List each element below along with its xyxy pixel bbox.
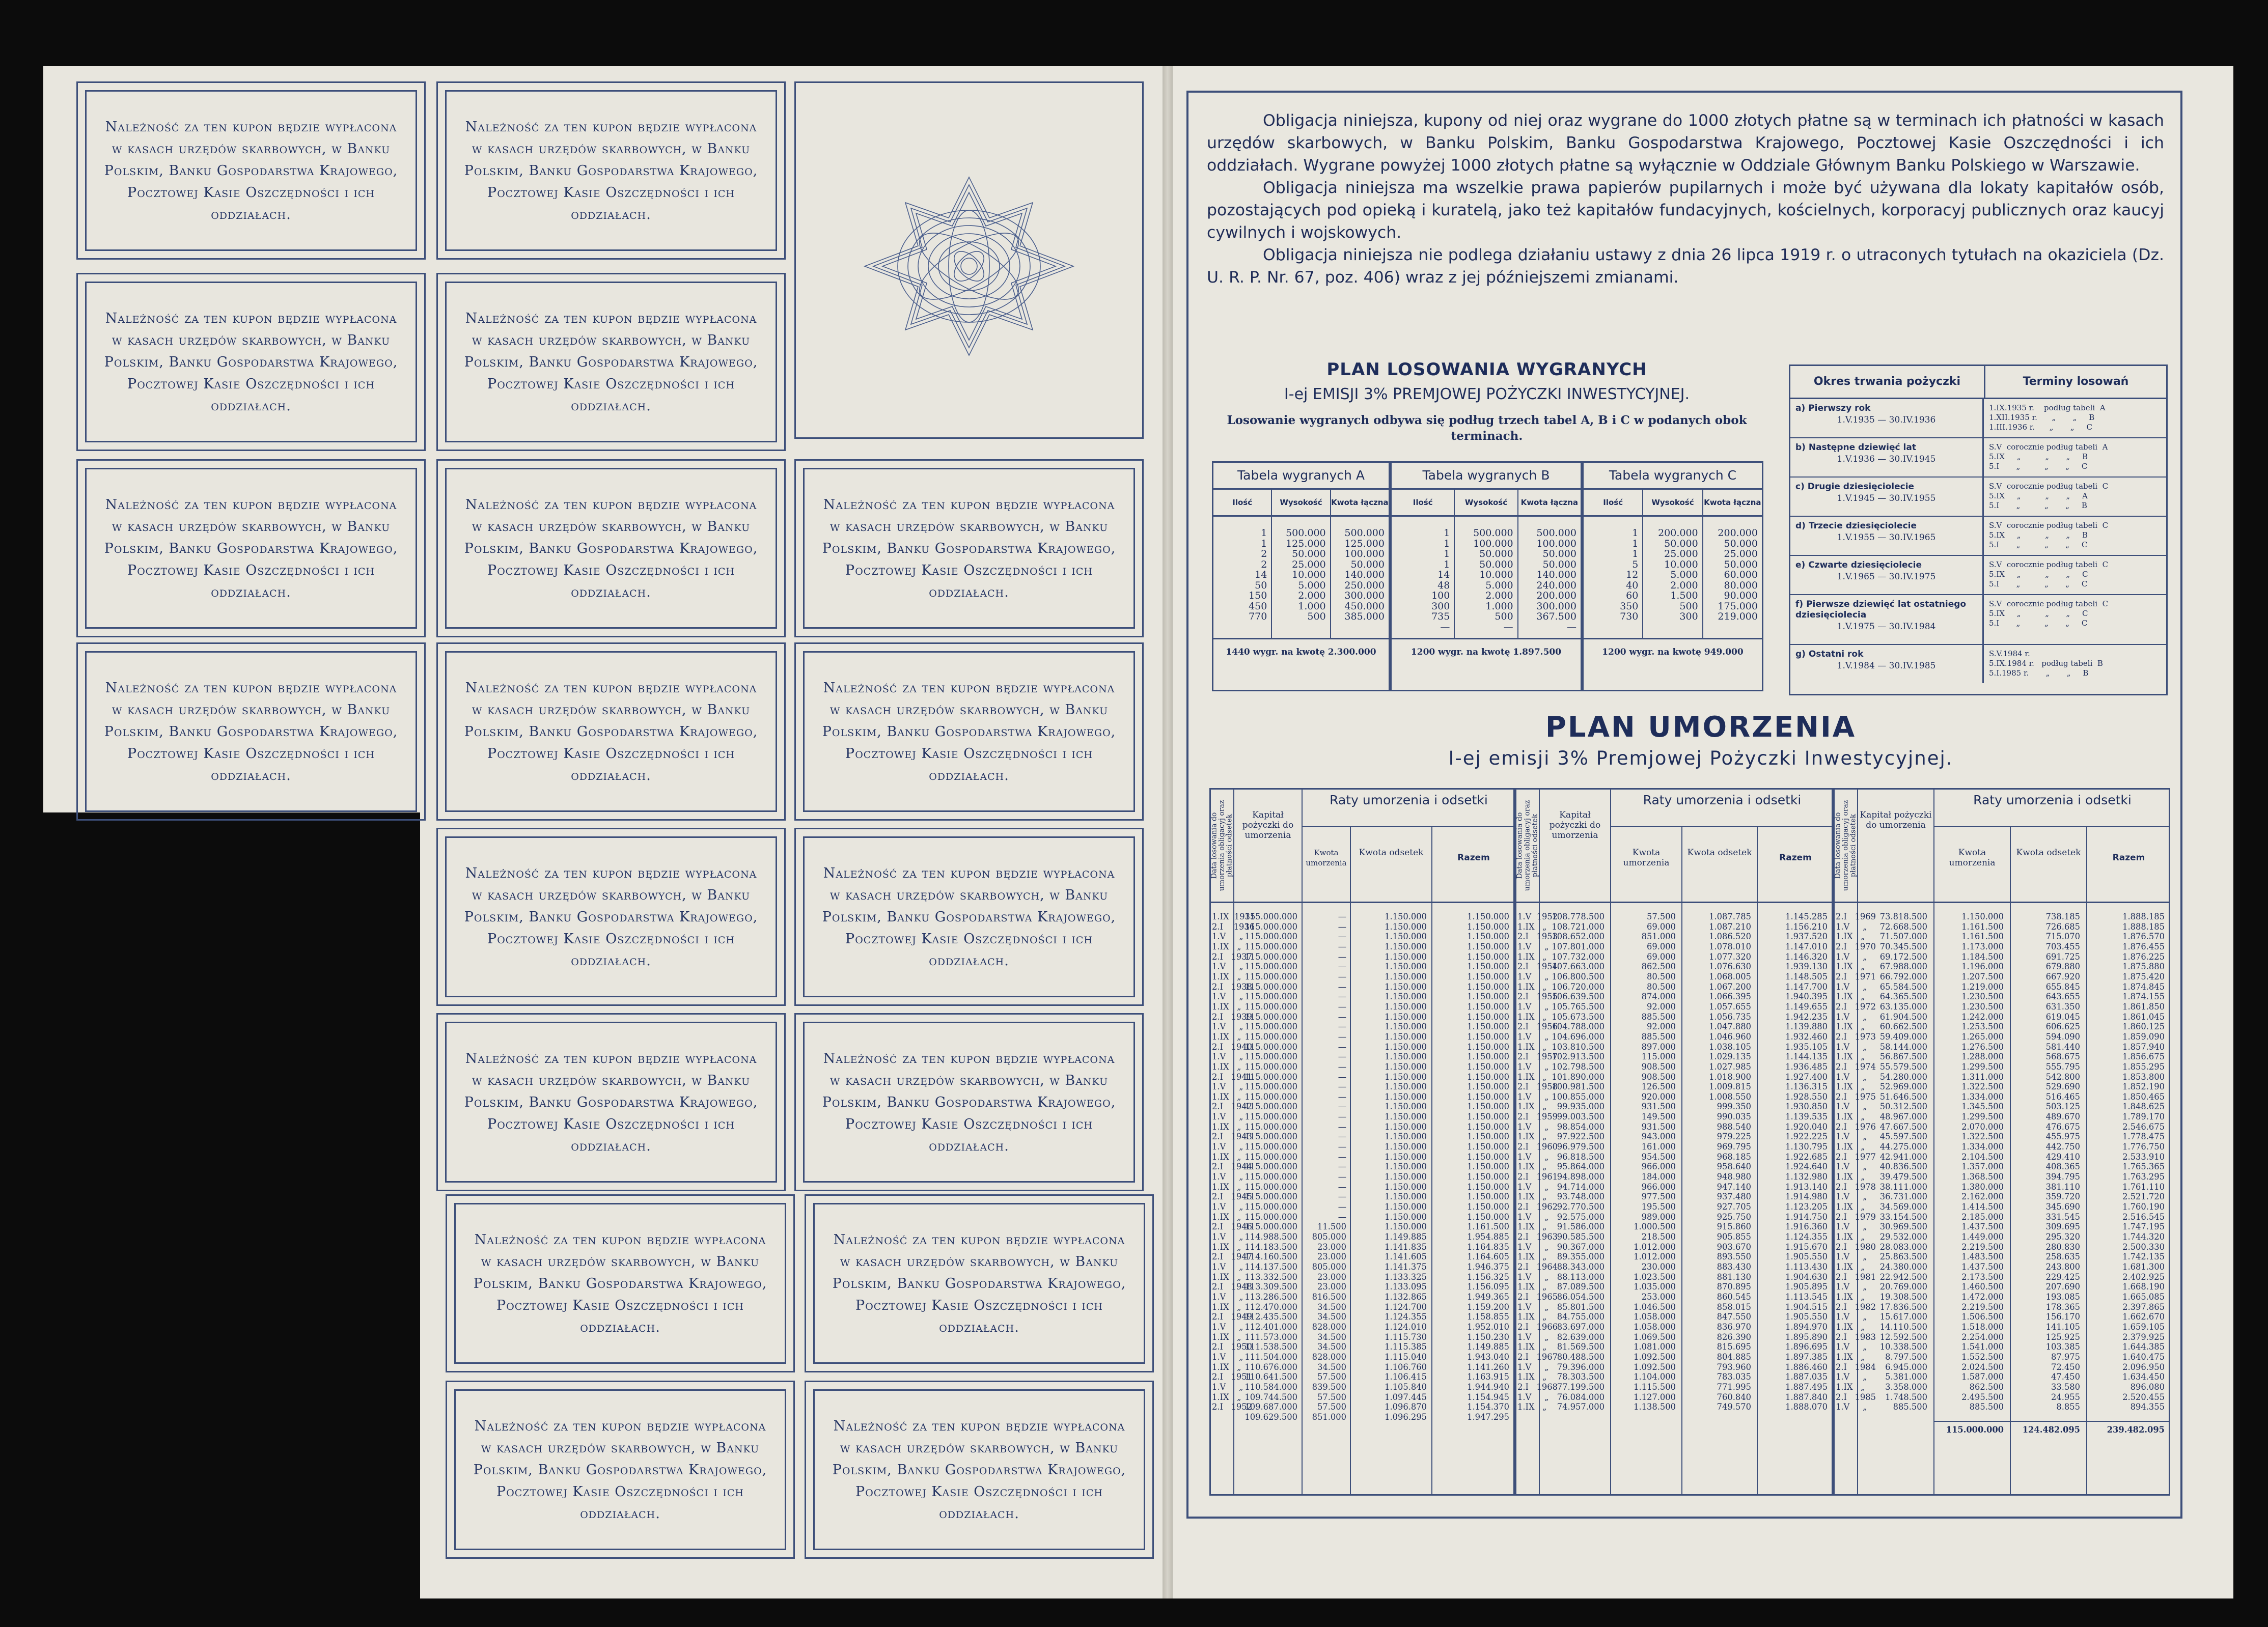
prize-table-b	[1390, 461, 1582, 691]
coupon-text: Należność za ten kupon będzie wypłacona w kasach urzędów skarbowych, w Banku Polskim, Banku Gospodarstwa Krajowego, Pocztowej Kasie Oszczędności i ich oddziałach.	[104, 680, 398, 783]
interest-column: 738.185 726.685 715.070 703.455 691.725 679.880 667.920 655.845 643.655 631.350 619.045 606.625 594.090 581.440 568.675 555.795 542.800 529.690 516.465 503.125 489.670 476.675 455.975 442.750 429.410 408.365 394.795 381.110 359.720 345.690 331.545 309.695 295.320 280.830 258.635 243.800 229.425 207.690 193.085 178.365 156.170 141.105 125.925 103.385 87.975 72.450 47.450 33.580 24.955 8.855	[2045, 912, 2080, 1412]
amortization-plan-title: PLAN UMORZENIA	[1545, 711, 1857, 744]
prize-table-a	[1212, 461, 1390, 691]
total-column: 1.888.185 1.888.185 1.876.570 1.876.455 1.876.225 1.875.880 1.875.420 1.874.845 1.874.155 1.861.850 1.861.045 1.860.125 1.859.090 1.857.940 1.856.675 1.855.295 1.853.800 1.852.190 1.850.465 1.848.625 1.789.170 2.546.675 1.778.475 1.776.750 2.533.910 1.765.365 1.763.295 1.761.110 2.521.720 1.760.190 2.516.545 1.747.195 1.744.320 2.500.330 1.742.135 1.681.300 2.402.925 1.668.190 1.665.085 2.397.865 1.662.670 1.659.105 2.379.925 1.644.385 1.640.475 2.096.950 1.634.450 896.080 2.520.455 894.355	[2122, 912, 2165, 1412]
terms-paragraph: Obligacja niniejsza nie podlega działaniu ustawy z dnia 26 lipca 1919 r. o utraconych tytułach na okaziciela (Dz. U. R. P. Nr. 67, poz. 406) wraz z jej późniejszemi zmianami.	[1207, 246, 2164, 287]
coupon-text: Należność za ten kupon będzie wypłacona w kasach urzędów skarbowych, w Banku Polskim, Banku Gospodarstwa Krajowego, Pocztowej Kasie Oszczędności i ich oddziałach.	[464, 865, 758, 969]
column-header: Ilość	[1603, 498, 1623, 507]
coupon-text: Należność za ten kupon będzie wypłacona w kasach urzędów skarbowych, w Banku Polskim, Banku Gospodarstwa Krajowego, Pocztowej Kasie Oszczędności i ich oddziałach.	[822, 865, 1116, 969]
coupon	[436, 273, 786, 451]
coupon	[794, 828, 1144, 1006]
column-header: Kwota łączna	[1702, 490, 1762, 515]
total-header: Razem	[2086, 827, 2170, 902]
period-label: d) Trzecie dziesięciolecie	[1795, 521, 1917, 531]
table-row	[1790, 556, 2166, 595]
coupon-text: Należność za ten kupon będzie wypłacona w kasach urzędów skarbowych, w Banku Polskim, Banku Gospodarstwa Krajowego, Pocztowej Kasie Oszczędności i ich oddziałach.	[822, 680, 1116, 783]
coupon	[436, 642, 786, 821]
cut-away-area	[43, 812, 420, 1607]
date-header: Data losowania do umorzenia obligacyj oraz płatności odsetek	[1834, 800, 1858, 891]
draw-dates: 1.IX.1935 r. podług tabeli A 1.XII.1935 r. „ „ B 1.III.1936 r. „ „ C	[1989, 403, 2106, 432]
draw-dates: S.V corocznie podług tabeli A 5.IX „ „ „ B 5.I „ „ „ C	[1989, 442, 2108, 471]
column-header: Kwota łączna	[1517, 490, 1581, 515]
table-row	[1790, 478, 2166, 517]
coupon	[76, 81, 426, 260]
coupon-text: Należność za ten kupon będzie wypłacona w kasach urzędów skarbowych, w Banku Polskim, Banku Gospodarstwa Krajowego, Pocztowej Kasie Oszczędności i ich oddziałach.	[822, 1050, 1116, 1154]
rates-header: Raty umorzenia i odsetki	[1610, 790, 1833, 827]
rosette-panel	[794, 81, 1144, 439]
sum-column: 200.000 50.000 25.000 50.000 60.000 80.000 90.000 175.000 219.000	[1702, 517, 1762, 638]
interest-header: Kwota odsetek	[1681, 827, 1757, 902]
period-label: a) Pierwszy rok	[1795, 403, 1871, 413]
coupon	[446, 1194, 795, 1372]
capital-column: 115.000.000 115.000.000 115.000.000 115.000.000 115.000.000 115.000.000 115.000.000 115.000.000 115.000.000 115.000.000 115.000.000 115.000.000 115.000.000 115.000.000 115.000.000 115.000.000 115.000.000 115.000.000 115.000.000 115.000.000 115.000.000 115.000.000 115.000.000 115.000.000 115.000.000 115.000.000 115.000.000 115.000.000 115.000.000 115.000.000 115.000.000 115.000.000 114.988.500 114.183.500 114.160.500 114.137.500 113.332.500 113.309.500 113.286.500 112.470.000 112.435.500 112.401.000 111.573.000 111.538.500 111.504.000 110.676.000 110.641.500 110.584.000 109.744.500 109.687.000 109.629.500	[1244, 912, 1297, 1422]
coupon	[436, 459, 786, 637]
period-dates: 1.V.1955 — 30.IV.1965	[1837, 532, 1936, 543]
count-column: 1 1 1 1 14 48 100 300 735 —	[1431, 527, 1450, 633]
coupon-text: Należność za ten kupon będzie wypłacona w kasach urzędów skarbowych, w Banku Polskim, Banku Gospodarstwa Krajowego, Pocztowej Kasie Oszczędności i ich oddziałach.	[104, 496, 398, 600]
period-dates: 1.V.1945 — 30.IV.1955	[1837, 493, 1936, 503]
sum-column: 500.000 125.000 100.000 50.000 140.000 250.000 300.000 450.000 385.000	[1330, 517, 1389, 638]
period-label: g) Ostatni rok	[1795, 649, 1864, 659]
bond-terms-text	[1207, 109, 2164, 289]
coupon-text: Należność za ten kupon będzie wypłacona w kasach urzędów skarbowych, w Banku Polskim, Banku Gospodarstwa Krajowego, Pocztowej Kasie Oszczędności i ich oddziałach.	[473, 1231, 767, 1335]
period-dates: 1.V.1975 — 30.IV.1984	[1837, 622, 1936, 632]
period-label: c) Drugie dziesięciolecie	[1795, 482, 1915, 492]
sheet-fold	[1163, 66, 1173, 1598]
coupon-text: Należność za ten kupon będzie wypłacona w kasach urzędów skarbowych, w Banku Polskim, Banku Gospodarstwa Krajowego, Pocztowej Kasie Oszczędności i ich oddziałach.	[464, 119, 758, 222]
amortization-header: Kwota umorzenia	[1933, 827, 2010, 902]
capital-header: Kapitał pożyczki do umorzenia	[1233, 790, 1302, 902]
coupon	[805, 1381, 1154, 1559]
coupon	[436, 828, 786, 1006]
table-row	[1790, 438, 2166, 478]
table-row	[1790, 595, 2166, 645]
draw-dates: S.V corocznie podług tabeli C 5.IX „ „ „ A 5.I „ „ „ B	[1989, 482, 2109, 510]
amount-column: 500.000 100.000 50.000 50.000 10.000 5.000 2.000 1.000 500 —	[1454, 517, 1517, 638]
total-header: Razem	[1431, 827, 1515, 902]
coupon-text: Należność za ten kupon będzie wypłacona w kasach urzędów skarbowych, w Banku Polskim, Banku Gospodarstwa Krajowego, Pocztowej Kasie Oszczędności i ich oddziałach.	[104, 310, 398, 414]
period-dates: 1.V.1935 — 30.IV.1936	[1837, 415, 1936, 425]
amount-column: 500.000 125.000 50.000 25.000 10.000 5.000 2.000 1.000 500	[1271, 517, 1330, 638]
total-header: Razem	[1757, 827, 1833, 902]
total-column: 1.145.285 1.156.210 1.937.520 1.147.010 1.146.320 1.939.130 1.148.505 1.147.700 1.940.395 1.149.655 1.942.235 1.139.880 1.932.460 1.935.105 1.144.135 1.936.485 1.927.400 1.136.315 1.928.550 1.930.850 1.139.535 1.920.040 1.922.225 1.130.795 1.922.685 1.924.640 1.132.980 1.913.140 1.914.980 1.123.205 1.914.750 1.916.360 1.124.355 1.915.670 1.905.550 1.113.430 1.904.630 1.905.895 1.113.545 1.904.515 1.905.550 1.894.970 1.895.890 1.896.695 1.897.385 1.886.460 1.887.035 1.887.495 1.887.840 1.888.070	[1785, 912, 1828, 1412]
coupon-text: Należność za ten kupon będzie wypłacona w kasach urzędów skarbowych, w Banku Polskim, Banku Gospodarstwa Krajowego, Pocztowej Kasie Oszczędności i ich oddziałach.	[473, 1418, 767, 1522]
count-column: 1 1 1 5 12 40 60 350 730	[1620, 527, 1639, 622]
draw-dates: S.V corocznie podług tabeli C 5.IX „ „ „ C 5.I „ „ „ C	[1989, 599, 2109, 628]
coupon	[436, 81, 786, 260]
count-column: 1 1 2 2 14 50 150 450 770	[1249, 527, 1267, 622]
amortization-table-1	[1209, 788, 1515, 1496]
column-header: Ilość	[1232, 498, 1253, 507]
coupon	[446, 1381, 795, 1559]
table-row	[1790, 517, 2166, 556]
prize-table-title: Tabela wygranych C	[1584, 463, 1762, 490]
coupon	[76, 642, 426, 821]
date-header: Data losowania do umorzenia obligacyj oraz płatności odsetek	[1210, 800, 1234, 891]
coupon-text: Należność za ten kupon będzie wypłacona w kasach urzędów skarbowych, w Banku Polskim, Banku Gospodarstwa Krajowego, Pocztowej Kasie Oszczędności i ich oddziałach.	[104, 119, 398, 222]
prize-table-c	[1582, 461, 1763, 691]
coupon-text: Należność za ten kupon będzie wypłacona w kasach urzędów skarbowych, w Banku Polskim, Banku Gospodarstwa Krajowego, Pocztowej Kasie Oszczędności i ich oddziałach.	[464, 310, 758, 414]
amortization-header: Kwota umorzenia	[1610, 827, 1681, 902]
amortization-plan-subtitle: I-ej emisji 3% Premjowej Pożyczki Inwestycyjnej.	[1448, 747, 1953, 769]
guilloche-rosette-icon	[852, 175, 1086, 358]
drawing-schedule-table	[1789, 364, 2168, 695]
column-header: Kwota łączna	[1330, 490, 1389, 515]
amortization-sum: 115.000.000	[1946, 1425, 2004, 1435]
draw-dates: S.V corocznie podług tabeli C 5.IX „ „ „ C 5.I „ „ „ C	[1989, 560, 2109, 588]
coupon-text: Należność za ten kupon będzie wypłacona w kasach urzędów skarbowych, w Banku Polskim, Banku Gospodarstwa Krajowego, Pocztowej Kasie Oszczędności i ich oddziałach.	[464, 680, 758, 783]
prize-table-footer: 1200 wygr. na kwotę 1.897.500	[1410, 647, 1562, 657]
coupon-text: Należność za ten kupon będzie wypłacona w kasach urzędów skarbowych, w Banku Polskim, Banku Gospodarstwa Krajowego, Pocztowej Kasie Oszczędności i ich oddziałach.	[822, 496, 1116, 600]
rates-header: Raty umorzenia i odsetki	[1302, 790, 1515, 827]
period-label: e) Czwarte dziesięciolecie	[1795, 560, 1922, 570]
draw-dates: S.V.1984 r. 5.IX.1984 r. podług tabeli B 5.I.1985 r. „ „ B	[1989, 649, 2103, 678]
coupon	[436, 1013, 786, 1191]
amortization-column: 57.500 69.000 851.000 69.000 69.000 862.500 80.500 80.500 874.000 92.000 885.500 92.000 885.500 897.000 115.000 908.500 908.500 126.500 920.000 931.500 149.500 931.500 943.000 161.000 954.500 966.000 184.000 966.000 977.500 195.500 989.000 1.000.500 218.500 1.012.000 1.012.000 230.000 1.023.500 1.035.000 253.000 1.046.500 1.058.000 1.058.000 1.069.500 1.081.000 1.092.500 1.092.500 1.104.000 1.115.500 1.127.000 1.138.500	[1634, 912, 1676, 1412]
lottery-plan-subtitle: I-ej EMISJI 3% PREMJOWEJ POŻYCZKI INWESTYCYJNEJ.	[1284, 385, 1690, 403]
amount-column: 200.000 50.000 25.000 10.000 5.000 2.000 1.500 500 300	[1642, 517, 1702, 638]
amortization-table-2	[1515, 788, 1833, 1496]
amortization-column: — — — — — — — — — — — — — — — — — — — — — — — — — — — — — — — 11.500 805.000 23.000 23.000 805.000 23.000 23.000 816.500 34.500 34.500 828.000 34.500 34.500 828.000 34.500 57.500 839.500 57.500 57.500 851.000	[1312, 912, 1346, 1422]
period-label: f) Pierwsze dziewięć lat ostatniego dziesięciolecia	[1795, 599, 1967, 620]
coupon	[794, 459, 1144, 637]
date-header: Data losowania do umorzenia obligacyj oraz płatności odsetek	[1515, 800, 1539, 891]
coupon	[76, 459, 426, 637]
lottery-plan-note: Losowanie wygranych odbywa się podług trzech tabel A, B i C w podanych obok terminach.	[1227, 413, 1747, 443]
capital-column: 73.818.500 72.668.500 71.507.000 70.345.500 69.172.500 67.988.000 66.792.000 65.584.500 64.365.500 63.135.000 61.904.500 60.662.500 59.409.000 58.144.000 56.867.500 55.579.500 54.280.000 52.969.000 51.646.500 50.312.500 48.967.000 47.667.500 45.597.500 44.275.000 42.941.000 40.836.500 39.479.500 38.111.000 36.731.000 34.569.000 33.154.500 30.969.500 29.532.000 28.083.000 25.863.500 24.380.000 22.942.500 20.769.000 19.308.500 17.836.500 15.617.000 14.110.500 12.592.500 10.338.500 8.797.500 6.945.000 5.381.000 3.358.000 1.748.500 885.500	[1879, 912, 1927, 1412]
coupon	[794, 1013, 1144, 1191]
column-header: Okres trwania pożyczki	[1790, 366, 1985, 398]
interest-header: Kwota odsetek	[2010, 827, 2086, 902]
column-header: Ilość	[1413, 498, 1433, 507]
draw-dates: S.V corocznie podług tabeli C 5.IX „ „ „ B 5.I „ „ „ C	[1989, 521, 2109, 549]
total-column: 1.150.000 1.150.000 1.150.000 1.150.000 1.150.000 1.150.000 1.150.000 1.150.000 1.150.000 1.150.000 1.150.000 1.150.000 1.150.000 1.150.000 1.150.000 1.150.000 1.150.000 1.150.000 1.150.000 1.150.000 1.150.000 1.150.000 1.150.000 1.150.000 1.150.000 1.150.000 1.150.000 1.150.000 1.150.000 1.150.000 1.150.000 1.161.500 1.954.885 1.164.835 1.164.605 1.946.375 1.156.325 1.156.095 1.949.365 1.159.200 1.158.855 1.952.010 1.150.230 1.149.885 1.943.040 1.141.260 1.163.915 1.944.940 1.154.945 1.154.370 1.947.295	[1467, 912, 1509, 1422]
capital-header: Kapitał pożyczki do umorzenia	[1539, 790, 1610, 902]
interest-column: 1.150.000 1.150.000 1.150.000 1.150.000 1.150.000 1.150.000 1.150.000 1.150.000 1.150.000 1.150.000 1.150.000 1.150.000 1.150.000 1.150.000 1.150.000 1.150.000 1.150.000 1.150.000 1.150.000 1.150.000 1.150.000 1.150.000 1.150.000 1.150.000 1.150.000 1.150.000 1.150.000 1.150.000 1.150.000 1.150.000 1.150.000 1.150.000 1.149.885 1.141.835 1.141.605 1.141.375 1.133.325 1.133.095 1.132.865 1.124.700 1.124.355 1.124.010 1.115.730 1.115.385 1.115.040 1.106.760 1.106.415 1.105.840 1.097.445 1.096.870 1.096.295	[1385, 912, 1427, 1422]
date-column: 1.V 1952 1.IX „ 2.I 1953 1.V „ 1.IX „ 2.I 1954 1.V „ 1.IX „ 2.I 1955 1.V „ 1.IX „ 2.I 1956 1.V „ 1.IX „ 2.I 1957 1.V „ 1.IX „ 2.I 1958 1.V „ 1.IX „ 2.I 1959 1.V „ 1.IX „ 2.I 1960 1.V „ 1.IX „ 2.I 1961 1.V „ 1.IX „ 2.I 1962 1.V „ 1.IX „ 2.I 1963 1.V „ 1.IX „ 2.I 1964 1.V „ 1.IX „ 2.I 1965 1.V „ 1.IX „ 2.I 1966 1.V „ 1.IX „ 2.I 1967 1.V „ 1.IX „ 2.I 1968 1.V „ 1.IX „	[1517, 912, 1558, 1412]
period-label: b) Następne dziewięć lat	[1795, 442, 1916, 453]
coupon-text: Należność za ten kupon będzie wypłacona w kasach urzędów skarbowych, w Banku Polskim, Banku Gospodarstwa Krajowego, Pocztowej Kasie Oszczędności i ich oddziałach.	[832, 1231, 1126, 1335]
coupon	[794, 642, 1144, 821]
terms-paragraph: Obligacja niniejsza, kupony od niej oraz wygrane do 1000 złotych płatne są w terminach ich płatności w kasach urzędów skarbowych, w Banku Polskim, Banku Gospodarstwa Krajowego, Pocztowej Kasie Oszczędności i ich oddziałach. Wygrane powyżej 1000 złotych płatne są wyłącznie w Oddziale Głównym Banku Polskiego w Warszawie.	[1207, 111, 2164, 175]
terms-paragraph: Obligacja niniejsza ma wszelkie prawa papierów pupilarnych i może być używana dla lokaty kapitałów osób, pozostających pod opieką i kuratelą, jako też kapitałów fundacyjnych, kościelnych, korporacyj publicznych oraz kaucyj cywilnych i wojskowych.	[1207, 179, 2164, 242]
column-header: Wysokość	[1642, 490, 1702, 515]
date-column: 1.IX 1935 2.I 1936 1.V „ 1.IX „ 2.I 1937 1.V „ 1.IX „ 2.I 1938 1.V „ 1.IX „ 2.I 1939 1.V „ 1.IX „ 2.I 1940 1.V „ 1.IX „ 2.I 1941 1.V „ 1.IX „ 2.I 1942 1.V „ 1.IX „ 2.I 1943 1.V „ 1.IX „ 2.I 1944 1.V „ 1.IX „ 2.I 1945 1.V „ 1.IX „ 2.I 1946 1.V „ 1.IX „ 2.I 1947 1.V „ 1.IX „ 2.I 1948 1.V „ 1.IX „ 2.I 1949 1.V „ 1.IX „ 2.I 1950 1.V „ 1.IX „ 2.I 1951 1.V „ 1.IX „ 2.I 1952	[1212, 912, 1256, 1412]
column-header: Wysokość	[1271, 490, 1330, 515]
total-sum: 239.482.095	[2107, 1425, 2165, 1435]
period-dates: 1.V.1936 — 30.IV.1945	[1837, 454, 1936, 464]
amortization-header: Kwota umorzenia	[1302, 827, 1350, 902]
amortization-table-3	[1833, 788, 2170, 1496]
date-column: 2.I 1969 1.V „ 1.IX „ 2.I 1970 1.V „ 1.IX „ 2.I 1971 1.V „ 1.IX „ 2.I 1972 1.V „ 1.IX „ 2.I 1973 1.V „ 1.IX „ 2.I 1974 1.V „ 1.IX „ 2.I 1975 1.V „ 1.IX „ 2.I 1976 1.V „ 1.IX „ 2.I 1977 1.V „ 1.IX „ 2.I 1978 1.V „ 1.IX „ 2.I 1979 1.V „ 1.IX „ 2.I 1980 1.V „ 1.IX „ 2.I 1981 1.V „ 1.IX „ 2.I 1982 1.V „ 1.IX „ 2.I 1983 1.V „ 1.IX „ 2.I 1984 1.V „ 1.IX „ 2.I 1985 1.V „	[1836, 912, 1876, 1412]
amortization-column: 1.150.000 1.161.500 1.161.500 1.173.000 1.184.500 1.196.000 1.207.500 1.219.000 1.230.500 1.230.500 1.242.000 1.253.500 1.265.000 1.276.500 1.288.000 1.299.500 1.311.000 1.322.500 1.334.000 1.345.500 1.299.500 2.070.000 1.322.500 1.334.000 2.104.500 1.357.000 1.368.500 1.380.000 2.162.000 1.414.500 2.185.000 1.437.500 1.449.000 2.219.500 1.483.500 1.437.500 2.173.500 1.460.500 1.472.000 2.219.500 1.506.500 1.518.000 2.254.000 1.541.000 1.552.500 2.024.500 1.587.000 862.500 2.495.500 885.500	[1961, 912, 2004, 1412]
coupon-text: Należność za ten kupon będzie wypłacona w kasach urzędów skarbowych, w Banku Polskim, Banku Gospodarstwa Krajowego, Pocztowej Kasie Oszczędności i ich oddziałach.	[464, 496, 758, 600]
sum-column: 500.000 100.000 50.000 50.000 140.000 240.000 200.000 300.000 367.500 —	[1517, 517, 1581, 638]
coupon-text: Należność za ten kupon będzie wypłacona w kasach urzędów skarbowych, w Banku Polskim, Banku Gospodarstwa Krajowego, Pocztowej Kasie Oszczędności i ich oddziałach.	[832, 1418, 1126, 1522]
lottery-plan-title: PLAN LOSOWANIA WYGRANYCH	[1326, 359, 1647, 380]
period-dates: 1.V.1965 — 30.IV.1975	[1837, 572, 1936, 582]
table-row	[1790, 399, 2166, 438]
capital-column: 108.778.500 108.721.000 108.652.000 107.801.000 107.732.000 107.663.000 106.800.500 106.720.000 106.639.500 105.765.500 105.673.500 104.788.000 104.696.000 103.810.500 102.913.500 102.798.500 101.890.000 100.981.500 100.855.000 99.935.000 99.003.500 98.854.000 97.922.500 96.979.500 96.818.500 95.864.000 94.898.000 94.714.000 93.748.000 92.770.500 92.575.000 91.586.000 90.585.500 90.367.000 89.355.000 88.343.000 88.113.000 87.089.500 86.054.500 85.801.500 84.755.000 83.697.000 82.639.000 81.569.500 80.488.500 79.396.000 78.303.500 77.199.500 76.084.000 74.957.000	[1552, 912, 1605, 1412]
prize-table-title: Tabela wygranych A	[1213, 463, 1389, 490]
prize-table-footer: 1440 wygr. na kwotę 2.300.000	[1226, 647, 1376, 657]
coupon-text: Należność za ten kupon będzie wypłacona w kasach urzędów skarbowych, w Banku Polskim, Banku Gospodarstwa Krajowego, Pocztowej Kasie Oszczędności i ich oddziałach.	[464, 1050, 758, 1154]
period-dates: 1.V.1984 — 30.IV.1985	[1837, 661, 1936, 671]
interest-sum: 124.482.095	[2022, 1425, 2080, 1435]
coupon	[805, 1194, 1154, 1372]
interest-header: Kwota odsetek	[1350, 827, 1431, 902]
table-row	[1790, 645, 2166, 683]
prize-table-footer: 1200 wygr. na kwotę 949.000	[1602, 647, 1744, 657]
capital-header: Kapitał pożyczki do umorzenia	[1857, 790, 1933, 902]
column-header: Terminy losowań	[2023, 375, 2129, 388]
interest-column: 1.087.785 1.087.210 1.086.520 1.078.010 1.077.320 1.076.630 1.068.005 1.067.200 1.066.395 1.057.655 1.056.735 1.047.880 1.046.960 1.038.105 1.029.135 1.027.985 1.018.900 1.009.815 1.008.550 999.350 990.035 988.540 979.225 969.795 968.185 958.640 948.980 947.140 937.480 927.705 925.750 915.860 905.855 903.670 893.550 883.430 881.130 870.895 860.545 858.015 847.550 836.970 826.390 815.695 804.885 793.960 783.035 771.995 760.840 749.570	[1709, 912, 1751, 1412]
column-header: Wysokość	[1454, 490, 1517, 515]
rates-header: Raty umorzenia i odsetki	[1933, 790, 2170, 827]
prize-table-title: Tabela wygranych B	[1392, 463, 1581, 490]
coupon	[76, 273, 426, 451]
